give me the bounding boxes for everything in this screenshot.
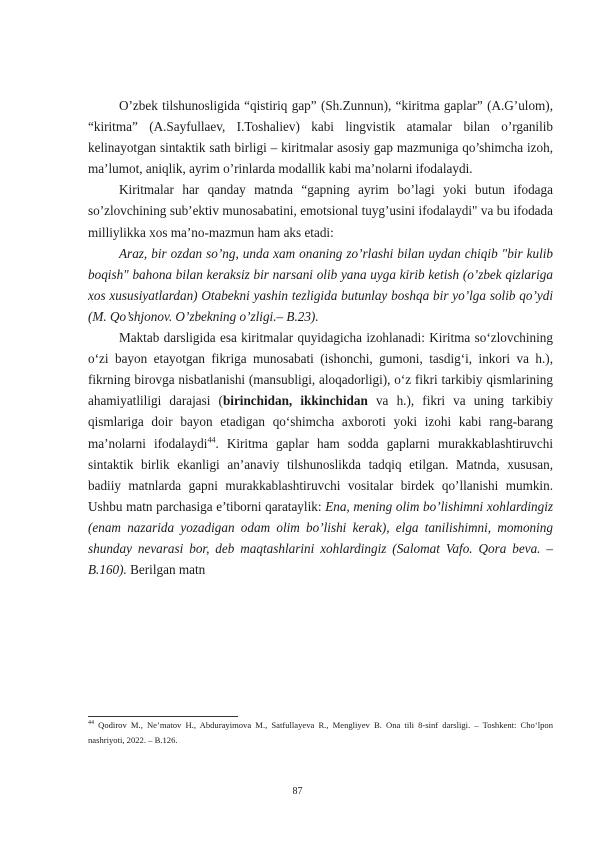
paragraph-4 bbox=[88, 327, 553, 580]
paragraph-4-text-d: Berilgan matn bbox=[126, 562, 206, 578]
paragraph-4-example: Ena, mening olim bo’lishimni xohlardingiz (enam nazarida yozadigan odam olim bo’lishi kerak), elga tanilishimni, momoning shunday nevarasi bor, deb maqtashlarini xohlardingiz (Salomat Vafo. Qora beva. –B.160). bbox=[88, 498, 553, 578]
paragraph-4-text-b: va h.), fikri va uning tarkibiy qismlariga doir bayon etadigan qo‘shimcha axboroti yoki izohi kabi rang-barang ma’nolarni ifodalaydi bbox=[88, 393, 553, 451]
footnote-number: 44 bbox=[88, 720, 94, 727]
paragraph-2-text: Kiritmalar har qanday matnda “gapning ayrim bo’lagi yoki butun ifodaga so’zlovchining sub’ektiv munosabatini, emotsional tuyg’usini ifodalaydi" va bu ifodada milliylikka xos ma’no-mazmun ham aks etadi: bbox=[88, 182, 553, 240]
footnote-marker[interactable]: 44 bbox=[207, 435, 216, 445]
paragraph-3-example bbox=[88, 243, 553, 327]
footnote-text: Qodirov M., Ne’matov H., Abdurayimova M., Satfullayeva R., Mengliyev B. Ona tili 8-sinf darsligi. – Toshkent: Cho‘lpon nashriyoti, 2022. – B.126. bbox=[88, 720, 553, 745]
paragraph-4-text-c: . Kiritma gaplar ham sodda gaplarni murakkablashtiruvchi sintaktik birlik ekanligi an’anaviy tilshunoslikda tadqiq etilgan. Matnda, xususan, badiiy matnlarda gapni murakkablashtiruvchi vositalar birdek qo’llanishi mumkin. Ushbu matn parchasiga e’tiborni qarataylik: bbox=[88, 435, 554, 514]
footnote-divider bbox=[88, 716, 238, 717]
main-text bbox=[88, 95, 553, 580]
paragraph-3-text: Araz, bir ozdan so’ng, unda xam onaning zo’rlashi bilan uydan chiqib "bir kulib boqish" bahona bilan keraksiz bir narsani olib yana uyga kirib ketish (o’zbek qizlariga xos xususiyatlardan) Otabekni yashin tezligida butunlay boshqa bir yo’lga solib qo’ydi (M. Qo’shjonov. O’zbekning o’zligi.– B.23). bbox=[88, 245, 553, 324]
paragraph-1 bbox=[88, 95, 553, 179]
paragraph-4-text-a: Maktab darsligida esa kiritmalar quyidagicha izohlanadi: Kiritma so‘zlovchining o‘zi bayon etayotgan fikriga munosabati (ishonchi, gumoni, tasdig‘i, inkori va h.), fikrning birovga nisbatlanishi (mansubligi, aloqadorligi), o‘z fikri tarkibiy qismlarining ahamiyatliligi darajasi ( bbox=[88, 330, 553, 409]
paragraph-1-text: O’zbek tilshunosligida “qistiriq gap” (Sh.Zunnun), “kiritma gaplar” (A.G’ulom), “kiritma” (A.Sayfullaev, I.Toshaliev) kabi lingvistik atamalar bilan o’rganilib kelinayotgan sintaktik sath birligi – kiritmalar asosiy gap mazmuniga qo’shimcha izoh, ma’lumot, aniqlik, ayrim o’rinlarda modallik kabi ma’nolarni ifodalaydi. bbox=[88, 98, 553, 177]
page-number: 87 bbox=[292, 786, 303, 797]
paragraph-4-bold: birinchidan, ikkinchidan bbox=[222, 393, 368, 409]
paragraph-2 bbox=[88, 179, 553, 242]
footnote bbox=[88, 718, 553, 747]
